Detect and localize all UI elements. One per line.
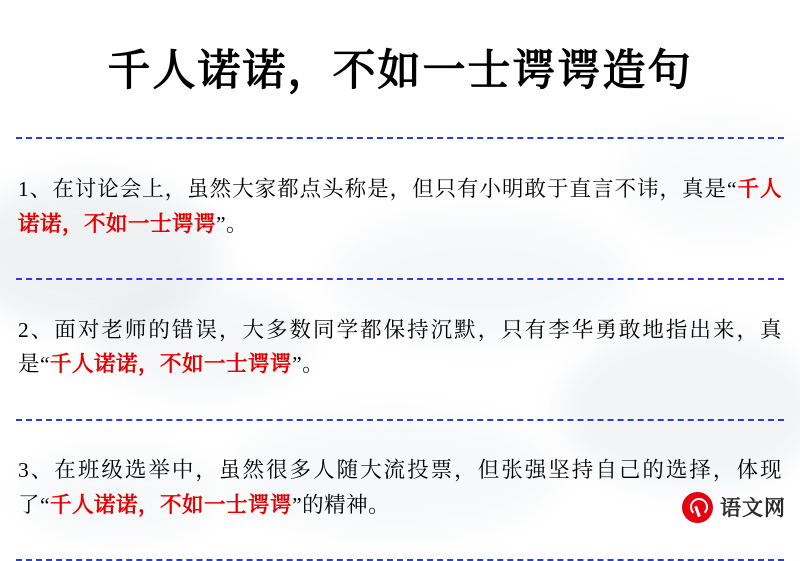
entry-number-1: 1、: [18, 176, 53, 201]
sentence-entry-1: [16, 139, 784, 272]
entry-highlight-3: 千人诺诺，不如一士谔谔: [50, 492, 293, 517]
sentence-text-1: [18, 172, 782, 242]
watermark: [682, 492, 786, 523]
entry-before-2: 面对老师的错误，大多数同学都保持沉默，只有李华勇敢地指出来，真是“: [18, 317, 782, 377]
entry-after-2: ”。: [292, 352, 325, 377]
page-title: 千人诺诺，不如一士谔谔造句: [107, 47, 693, 95]
entry-before-1: 在讨论会上，虽然大家都点头称是，但只有小明敢于直言不讳，真是“: [52, 176, 737, 201]
document-page: [0, 29, 800, 533]
sentence-entry-2: [16, 280, 784, 413]
watermark-label: 语文网: [720, 496, 786, 521]
sentence-text-3: [18, 453, 782, 523]
sentence-text-2: [18, 313, 782, 383]
entry-number-2: 2、: [18, 317, 55, 342]
entry-number-3: 3、: [18, 458, 55, 483]
entry-highlight-1: 千人诺诺，不如一士谔谔: [18, 176, 782, 236]
entry-after-3: ”的精神。: [292, 492, 391, 517]
entry-highlight-2: 千人诺诺，不如一士谔谔: [50, 352, 293, 377]
sentence-entry-3: [16, 421, 784, 554]
circle-logo-icon: [682, 492, 713, 523]
entry-after-1: ”。: [216, 211, 249, 236]
entry-before-3: 在班级选举中，虽然很多人随大流投票，但张强坚持自己的选择，体现了“: [18, 458, 782, 517]
